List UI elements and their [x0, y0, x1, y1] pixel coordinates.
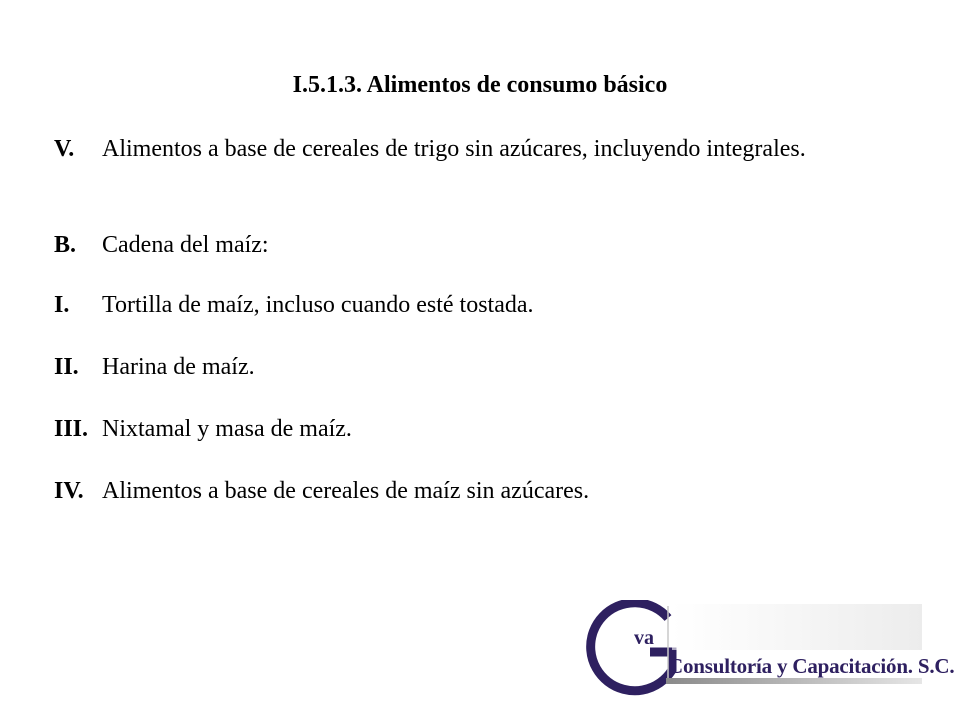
list-item: [54, 474, 589, 508]
item-text: Harina de maíz.: [102, 354, 255, 380]
list-item: [54, 288, 534, 322]
list-item: [54, 412, 352, 446]
item-text: Cadena del maíz:: [102, 232, 269, 258]
company-name: Consultoría y Capacitación. S.C.: [668, 654, 955, 678]
item-number: V.: [54, 136, 75, 162]
item-text: Alimentos a base de cereales de trigo sin azúcares, incluyendo integrales.: [102, 136, 806, 162]
item-text: Tortilla de maíz, incluso cuando esté tostada.: [102, 292, 534, 318]
page-title: I.5.1.3. Alimentos de consumo básico: [292, 72, 668, 98]
list-item: [54, 228, 269, 262]
item-number: II.: [54, 354, 79, 380]
item-text: Alimentos a base de cereales de maíz sin azúcares.: [102, 478, 590, 504]
g-letter-icon: [591, 603, 672, 691]
item-number: IV.: [54, 478, 84, 504]
item-number: I.: [54, 292, 70, 318]
list-item: [54, 350, 255, 384]
logo-top-band: [672, 604, 922, 650]
item-number: B.: [54, 232, 77, 258]
logo-letters: va: [634, 627, 654, 649]
item-number: III.: [54, 416, 89, 442]
item-text: Nixtamal y masa de maíz.: [102, 416, 352, 442]
list-item: [54, 132, 806, 166]
